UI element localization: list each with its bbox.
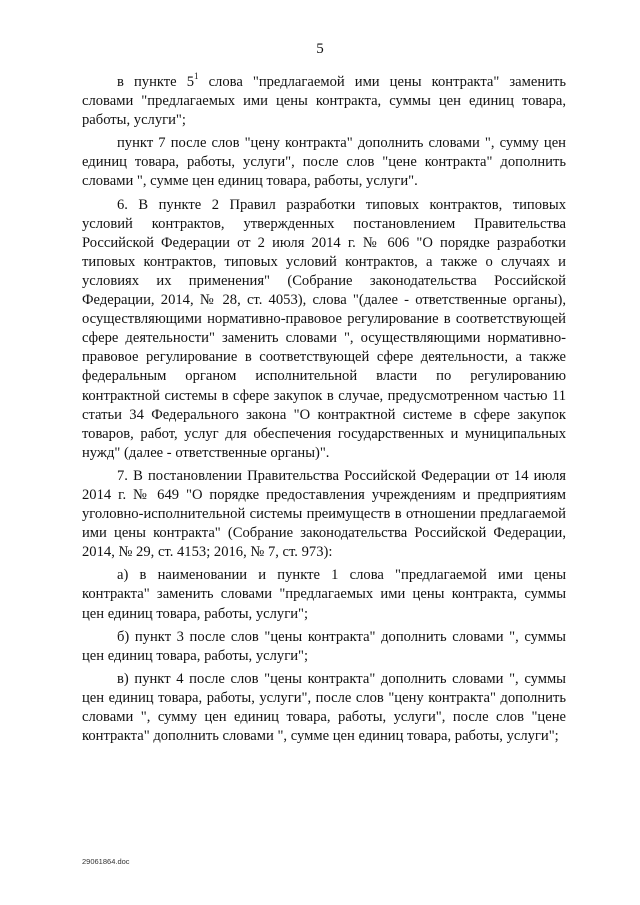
paragraph-text: в пункте 5 [117,74,194,90]
paragraph-item-7: 7. В постановлении Правительства Российской Федерации от 14 июля 2014 г. № 649 "О порядке предоставления учреждениям и предприятиям уголовно-исполнительной системы преимуществ в отношении предлагаемой ими цены контракта" (Собрание законодательства Российской Федерации, 2014, № 29, ст. 4153; 2016, № 7, ст. 973): [82,467,566,561]
paragraph-amendment-7: пункт 7 после слов "цену контракта" дополнить словами ", сумму цен единиц товара, работы, услуги", после слов "цене контракта" дополнить словами ", сумме цен единиц товара, работы, услуги". [82,135,566,190]
paragraph-subitem-v: в) пункт 4 после слов "цены контракта" дополнить словами ", суммы цен единиц товара, работы, услуги", после слов "цену контракта" дополнить словами ", сумму цен единиц товара, работы, услуги", после слов "цене контракта" дополнить словами ", сумме цен единиц товара, работы, услуги"; [82,670,566,745]
footer-file-code: 29061864.doc [82,857,130,866]
paragraph-subitem-a: а) в наименовании и пункте 1 слова "предлагаемой ими цены контракта" заменить словами "предлагаемых ими цены контракта, суммы цен единиц товара, работы, услуги"; [82,567,566,622]
paragraph-subitem-b: б) пункт 3 после слов "цены контракта" дополнить словами ", суммы цен единиц товара, работы, услуги"; [82,628,566,664]
document-body [82,73,566,750]
paragraph-item-6: 6. В пункте 2 Правил разработки типовых контрактов, типовых условий контрактов, утвержденных постановлением Правительства Российской Федерации от 2 июля 2014 г. № 606 "О порядке разработки типовых контрактов, типовых условий контрактов, а также о случаях и условиях их применения" (Собрание законодательства Российской Федерации, 2014, № 28, ст. 4053), слова "(далее - ответственные органы), осуществляющими нормативно-правовое регулирование в соответствующей сфере деятельности" заменить словами ", осуществляющими нормативно-правовое регулирование в соответствующей сфере деятельности, а также федеральным органом исполнительной власти по регулированию контрактной системы в сфере закупок в случае, предусмотренном частью 11 статьи 34 Федерального закона "О контрактной системе в сфере закупок товаров, работ, услуг для обеспечения государственных и муниципальных нужд" (далее - ответственные органы)". [82,196,566,461]
paragraph-amendment-5-1 [82,73,566,130]
superscript: 1 [194,71,199,82]
paragraph-text: слова "предлагаемой ими цены контракта" заменить словами "предлагаемых ими цены контракта, суммы цен единиц товара, работы, услуги"; [82,74,566,129]
page-number: 5 [316,41,324,57]
